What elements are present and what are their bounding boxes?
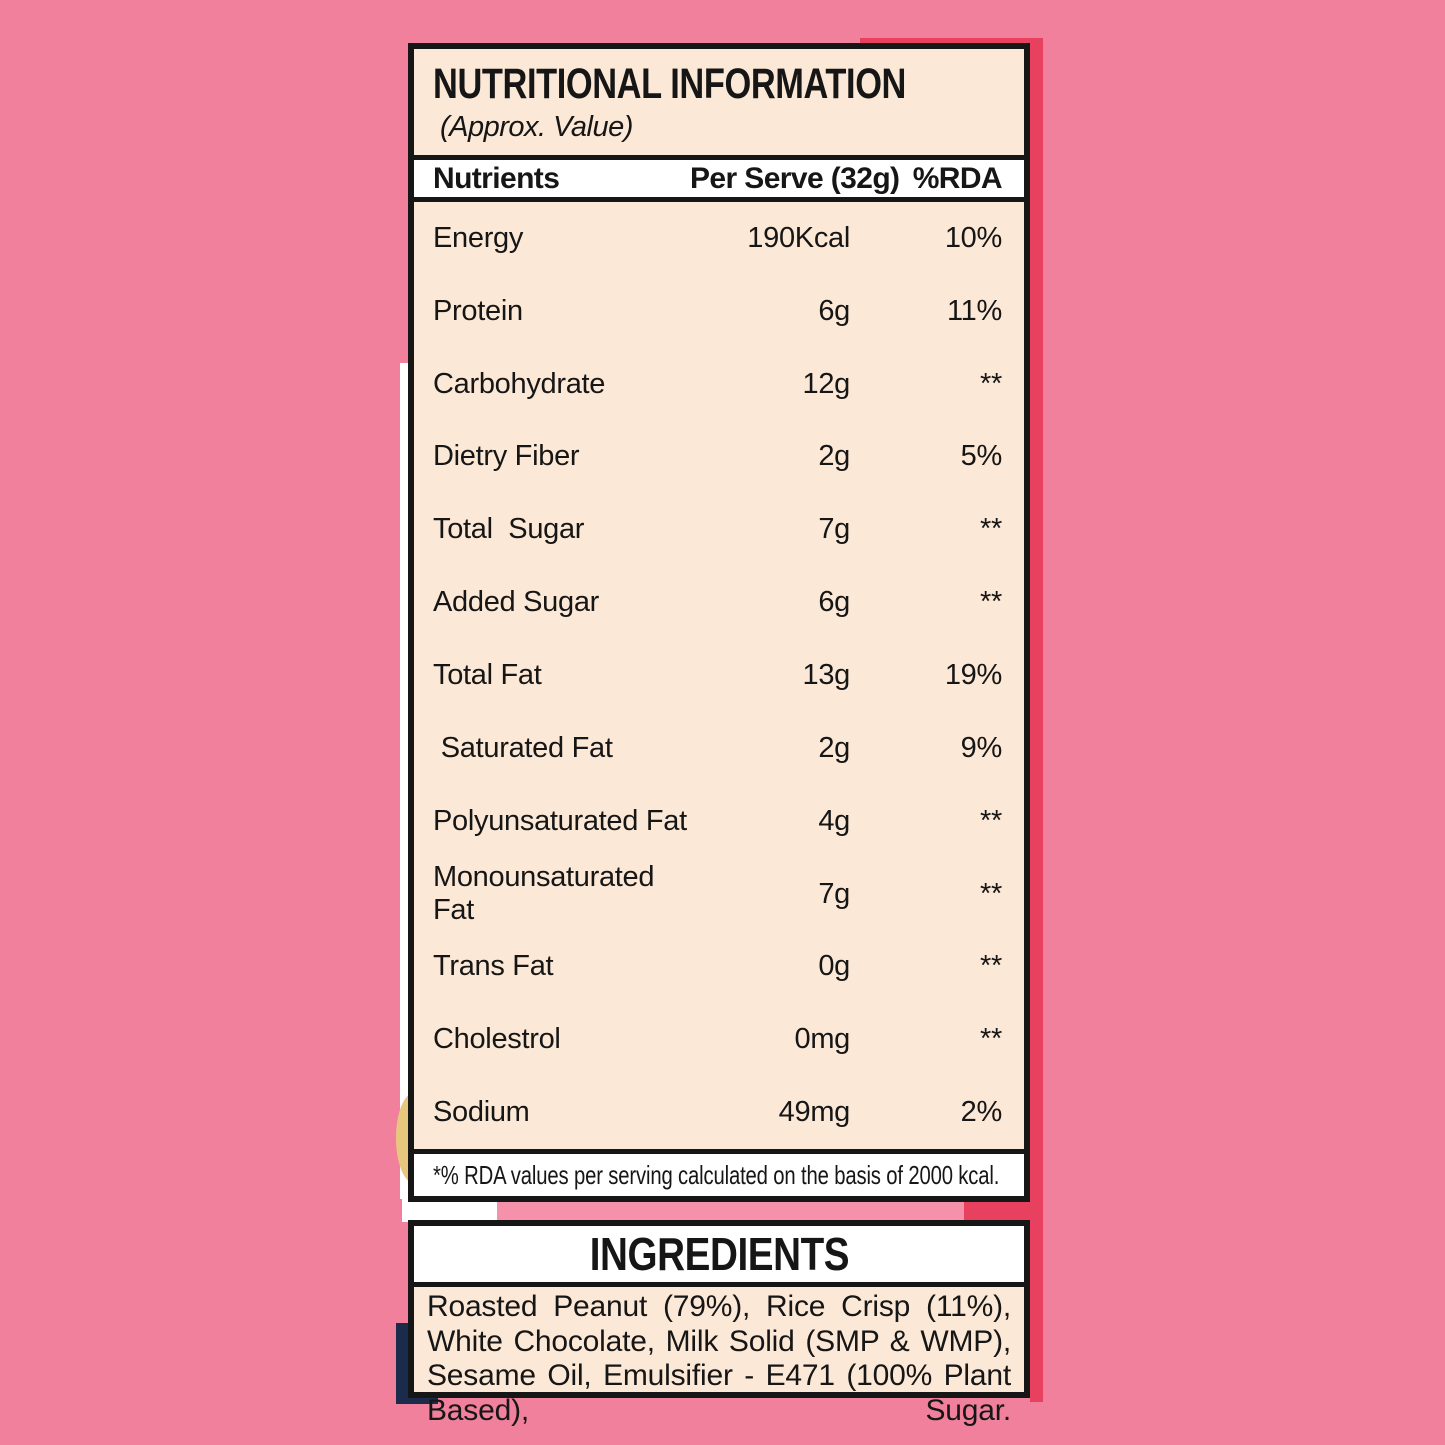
nutrient-rda: 10% (944, 221, 1002, 254)
nutrient-name: Saturated Fat (433, 731, 613, 764)
nutrient-rda: ** (980, 950, 1002, 983)
nutrient-rda: ** (980, 367, 1002, 400)
nutrient-name: Sodium (433, 1096, 530, 1129)
rda-footnote: *% RDA values per serving calculated on the basis of 2000 kcal. (433, 1159, 1000, 1190)
column-header-per-serve: Per Serve (32g) (690, 161, 900, 195)
nutrient-amount: 6g (818, 586, 850, 619)
nutrient-rda: ** (980, 513, 1002, 546)
nutrient-amount: 0g (818, 950, 850, 983)
nutrient-amount: 190Kcal (747, 221, 850, 254)
nutrient-rda: 11% (947, 294, 1002, 327)
rda-footnote-bar (414, 1149, 1024, 1196)
nutrient-name: Protein (433, 294, 523, 327)
nutrient-amount: 4g (818, 804, 850, 837)
nutrient-amount: 12g (802, 367, 850, 400)
table-row (433, 1003, 1002, 1076)
nutrient-amount: 13g (802, 658, 850, 691)
table-row (433, 566, 1002, 639)
nutrient-rda: 9% (960, 731, 1002, 764)
table-row (433, 275, 1002, 348)
panel-title: NUTRITIONAL INFORMATION (433, 60, 906, 108)
nutrient-name: Dietry Fiber (433, 440, 580, 473)
nutrient-rda: 19% (944, 658, 1002, 691)
ingredients-header (414, 1226, 1024, 1287)
table-row (433, 639, 1002, 712)
table-row (433, 1076, 1002, 1149)
nutrient-amount: 7g (818, 513, 850, 546)
nutrient-name: Carbohydrate (433, 367, 606, 400)
table-row (433, 712, 1002, 785)
nutrient-name: Trans Fat (433, 950, 554, 983)
nutrient-amount: 2g (818, 731, 850, 764)
nutrient-name: Energy (433, 221, 524, 254)
nutrient-amount: 7g (818, 877, 850, 910)
table-row (433, 421, 1002, 494)
nutrient-name: Polyunsaturated Fat (433, 804, 687, 837)
ingredients-title: INGREDIENTS (589, 1228, 849, 1280)
nutrient-name: Cholestrol (433, 1023, 561, 1056)
nutrient-name: Monounsaturated Fat (433, 861, 662, 927)
table-row (433, 348, 1002, 421)
table-row (433, 202, 1002, 275)
nutrient-rda: 5% (960, 440, 1002, 473)
nutrient-rda: ** (980, 877, 1002, 910)
nutrient-rda: ** (980, 804, 1002, 837)
nutrient-name: Total Sugar (433, 513, 585, 546)
nutrient-rda: ** (980, 586, 1002, 619)
nutrient-rda: 2% (960, 1096, 1002, 1129)
table-row (433, 493, 1002, 566)
nutrition-facts-panel (408, 43, 1030, 1202)
ingredients-panel (408, 1220, 1030, 1427)
table-row (433, 785, 1002, 858)
nutrient-rda: ** (980, 1023, 1002, 1056)
nutrient-name: Added Sugar (433, 586, 599, 619)
nutrient-name: Total Fat (433, 658, 542, 691)
nutrient-amount: 6g (818, 294, 850, 327)
nutrient-amount: 2g (818, 440, 850, 473)
table-row (433, 930, 1002, 1003)
panel-title-block (414, 49, 1024, 155)
panel-subtitle: (Approx. Value) (440, 111, 633, 143)
nutrient-amount: 0mg (794, 1023, 850, 1056)
table-row (433, 858, 1002, 931)
nutrition-table-body (414, 202, 1024, 1149)
nutrient-amount: 49mg (778, 1096, 850, 1129)
nutrition-table-header (414, 155, 1024, 202)
column-header-rda: %RDA (912, 161, 1002, 195)
ingredients-text: Roasted Peanut (79%), Rice Crisp (11%), White Chocolate, Milk Solid (SMP & WMP), Sesame Oil, Emulsifier - E471 (100% Plant Based), Sugar. (427, 1290, 1011, 1427)
column-header-nutrients: Nutrients (433, 161, 560, 195)
